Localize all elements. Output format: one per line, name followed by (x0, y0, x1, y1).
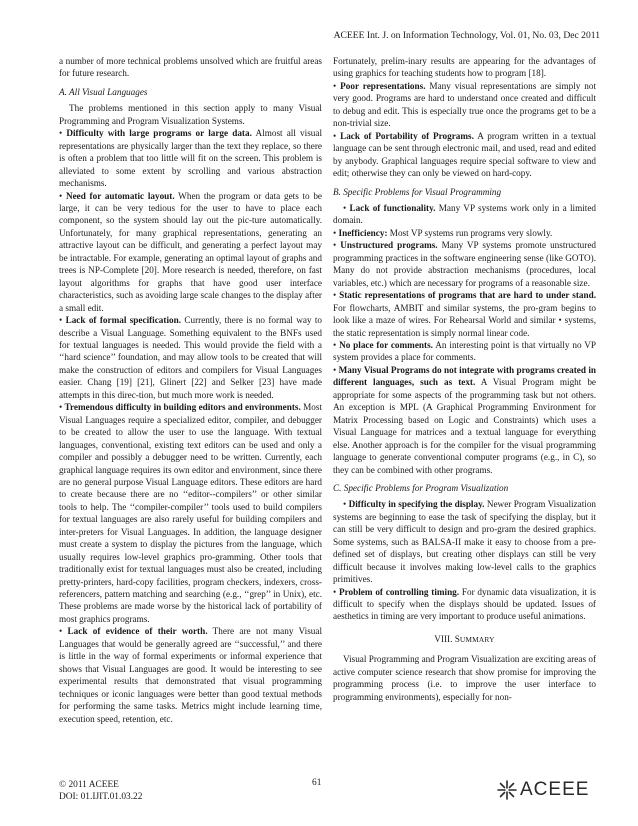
bullet-head: Many Visual Programs do not integrate with programs created in different languages, such as text. (333, 364, 597, 388)
bullet-text: There are not many Visual Languages that would be generally agreed are ‘‘successful,’’ and there is little in the way of formal experiments or informal experience that shows that Visual Languages are good. It would be interesting to see experimental results that demonstrated that visual programming techniques or iconic languages were better than good textual methods for performing the same tasks. Metrics might include learning time, execution speed, retention, etc. (59, 626, 322, 724)
logo-text: ACEEE (520, 779, 590, 800)
right-column (333, 55, 596, 703)
footer-left (59, 779, 142, 803)
bullet-no-comments (333, 339, 596, 364)
subsection-title-c: C. Specific Problems for Program Visualization (333, 482, 509, 493)
bullet-controlling-timing (333, 586, 596, 623)
aceee-logo (496, 779, 589, 801)
bullet-text: Most VP systems run programs very slowly. (387, 227, 553, 238)
bullet-integration (333, 364, 596, 476)
bullet-head: Lack of Portability of Programs. (340, 130, 474, 141)
bullet-head: Tremendous difficulty in building editors and environments. (64, 402, 301, 413)
bullet-text: Almost all visual representations are physically larger than the text they replace, so there is often a problem that too little will fit on the screen. This problem is alleviated to some extent by scrolling and various abstraction mechanisms. (59, 128, 322, 189)
bullet-text: A Visual Program might be appropriate for some aspects of the programming task but not others. An exception is MPL (A Graphical Programming Environment for Matrix Processing based on Logic and Constraints) which uses a Visual Language for matrices and a textual language for everything else. Another approach is for the compiler for the visual programming language to generate conventional computer programs (e.g., in C), so they can be combined with other programs. (333, 377, 596, 475)
doi-line: DOI: 01.IJIT.01.03.22 (59, 792, 143, 802)
right-continuation-paragraph: Fortunately, prelim-inary results are appearing for the advantages of using graphics for teaching students how to program [18]. (333, 56, 596, 79)
summary-paragraph: Visual Programming and Program Visualization are exciting areas of active computer science research that show promise for improving the programming process (i.e. to improve the user interface to programming environments), especially for non- (333, 654, 596, 702)
bullet-head: No place for comments. (339, 339, 433, 350)
bullet-head: Lack of functionality. (349, 202, 436, 213)
bullet-specifying-display (333, 498, 596, 585)
bullet-portability (333, 130, 596, 180)
bullet-text: Most Visual Languages require a specialized editor, compiler, and debugger to be created to allow the user to use the language. With textual languages, conventional, existing text editors can be used and only a compiler and possibly a debugger need to be written. Currently, each graphical language requires its own editor and environment, since there are no general purpose Visual Language editors. These editors are hard to create because there are no ‘‘editor--compilers’’ or other similar tools to help. The ‘‘compiler-compiler’’ tools used to build compilers for textual languages are also rarely useful for building compilers and inter-preters for Visual Languages. In addition, the language designer must create a system to display the pictures from the language, which usually requires low-level graphics pro-gramming. Other tools that traditionally exist for textual languages must also be created, including pretty-printers, hard-copy facilities, program checkers, indexers, cross-referencers, pattern matching and searching (e.g., ‘‘grep’’ in Unix), etc. These problems are made worse by the historical lack of portability of most graphics programs. (59, 402, 323, 624)
bullet-text: For dynamic data visualization, it is difficult to specify when the displays should be updated. Issues of aesthetics in timing are very important to produce useful animations. (333, 586, 596, 622)
bullet-head: Difficulty with large programs or large data. (66, 128, 252, 139)
bullet-head: Unstructured programs. (340, 240, 438, 251)
bullet-text: An interesting point is that virtually no VP system provides a place for comments. (333, 339, 596, 363)
copyright-line: © 2011 ACEEE (59, 780, 119, 790)
bullet-head: Poor representations. (340, 80, 426, 91)
bullet-evidence-of-worth (59, 625, 322, 725)
bullet-large-programs (59, 127, 322, 189)
bullet-head: Lack of evidence of their worth. (67, 626, 208, 637)
section-heading-summary (333, 633, 596, 646)
bullet-text: Newer Program Visualization systems are beginning to ease the task of specifying the display, but it can still be very difficult to design and pro-gram the desired graphics. Some systems, such as BALSA-II make it easy to choose from a pre-defined set of displays, but creating other displays can still be very difficult because it involves making low-level calls to the graphics primitives. (333, 499, 597, 585)
bullet-head: Problem of controlling timing. (339, 586, 460, 597)
section-number: VIII. S (434, 633, 460, 644)
bullet-text: Many VP systems promote unstructured programming practices in the software engineering sense (like GOTO). Many do not provide abstraction mechanisms (procedures, local variables, etc.) which are necessary for programs of a reasonable size. (333, 240, 597, 288)
journal-header: ACEEE Int. J. on Information Technology, Vol. 01, No. 03, Dec 2011 (333, 30, 600, 41)
bullet-head: Lack of formal specification. (65, 315, 182, 326)
bullet-automatic-layout (59, 190, 322, 315)
bullet-poor-representations (333, 80, 596, 130)
bullet-head: Difficulty in specifying the display. (348, 499, 485, 510)
bullet-lack-of-functionality (333, 202, 596, 227)
subsection-a-intro: The problems mentioned in this section apply to many Visual Programming and Program Visualization Systems. (59, 103, 322, 126)
bullet-text: Many visual representations are simply not very good. Programs are hard to understand once created and difficult to debug and edit. This is especially true once the programs get to be a non-trivial size. (333, 80, 597, 129)
bullet-inefficiency (333, 227, 596, 239)
bullet-head: Need for automatic layout. (65, 190, 175, 201)
page-number: 61 (312, 778, 322, 788)
bullet-text: Currently, there is no formal way to describe a Visual Language. Something equivalent to the BNFs used for textual languages is needed. This would provide the field with a ‘‘hard science’’ foundation, and may allow tools to be created that will make the construction of editors and compilers for Visual Languages easier. Chang [19] [21], Glinert [22] and Selker [23] have made attempts in this direc-tion, but much more work is needed. (59, 315, 323, 400)
bullet-text: A program written in a textual language can be sent through electronic mail, and used, read and edited by anybody. Graphical languages require special software to view and edit; otherwise they can only be viewed on hard-copy. (333, 130, 597, 179)
left-column (59, 55, 322, 725)
subsection-title-a: A. All Visual Languages (59, 86, 148, 97)
aceee-logo-icon (496, 779, 518, 801)
bullet-head: Inefficiency: (338, 227, 388, 238)
left-intro-paragraph: a number of more technical problems unsolved which are fruitful areas for future research. (59, 56, 322, 79)
bullet-static-representations (333, 289, 596, 339)
bullet-text: When the program or data gets to be large, it can be very tedious for the user to have to place each component, so the system should lay out the pic-ture automatically. Unfortunately, for many graphical representations, generating an attractive layout can be difficult, and generating a perfect layout may be intractable. For example, generating an optimal layout of graphs and trees is NP-Complete [20]. More research is needed, therefore, on fast layout algorithms for graphs that have good user interface characteristics, such as avoiding large scale changes to the display after a small edit. (59, 190, 323, 313)
bullet-text: For flowcharts, AMBIT and similar systems, the pro-gram begins to look like a maze of wires. For Rehearsal World and similar • systems, the static representation is simply normal linear code. (333, 302, 596, 338)
section-title-smallcaps: UMMARY (459, 634, 495, 644)
subsection-title-b: B. Specific Problems for Visual Programming (333, 186, 502, 197)
bullet-unstructured-programs (333, 239, 596, 289)
bullet-head: Static representations of programs that are hard to under stand. (339, 290, 597, 301)
bullet-building-editors (59, 401, 322, 625)
bullet-text: Many VP systems work only in a limited domain. (333, 202, 596, 226)
bullet-formal-specification (59, 314, 322, 401)
